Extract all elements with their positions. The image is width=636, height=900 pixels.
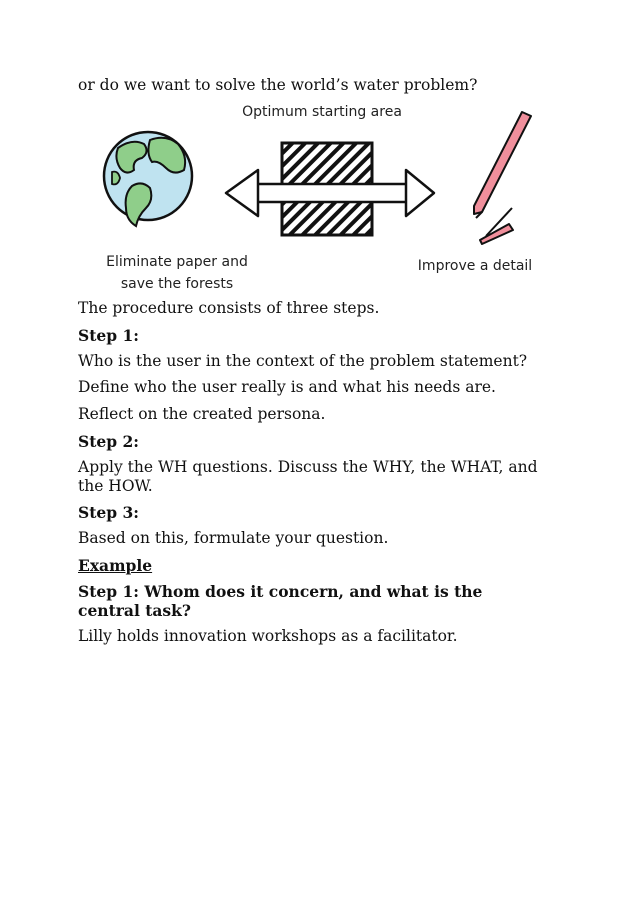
step1-line-3: Reflect on the created persona. xyxy=(78,405,326,423)
step3-heading: Step 3: xyxy=(78,503,139,522)
globe-icon xyxy=(104,132,192,226)
step3-text: Based on this, formulate your question. xyxy=(78,529,389,547)
example-text: Lilly holds innovation workshops as a facilitator. xyxy=(78,627,458,645)
step2-text: Apply the WH questions. Discuss the WHY, the WHAT, and the HOW. xyxy=(78,458,538,495)
step2-heading: Step 2: xyxy=(78,432,139,451)
label-optimum-starting-area: Optimum starting area xyxy=(242,104,402,120)
procedure-text: The procedure consists of three steps. xyxy=(78,299,380,317)
example-heading: Example xyxy=(78,556,153,575)
intro-line: or do we want to solve the world’s water problem? xyxy=(78,76,478,94)
label-eliminate-paper xyxy=(96,251,258,295)
step1-line-1: Who is the user in the context of the problem statement? xyxy=(78,352,528,370)
step1-line-2: Define who the user really is and what his needs are. xyxy=(78,378,496,396)
step1-heading: Step 1: xyxy=(78,326,139,345)
label-improve-detail: Improve a detail xyxy=(417,258,533,274)
label-left-line-2: save the forests xyxy=(120,276,234,292)
label-left-line-1: Eliminate paper and xyxy=(106,254,248,270)
example-subheading: Step 1: Whom does it concern, and what is the central task? xyxy=(78,582,483,620)
pencil-icon xyxy=(474,112,531,244)
